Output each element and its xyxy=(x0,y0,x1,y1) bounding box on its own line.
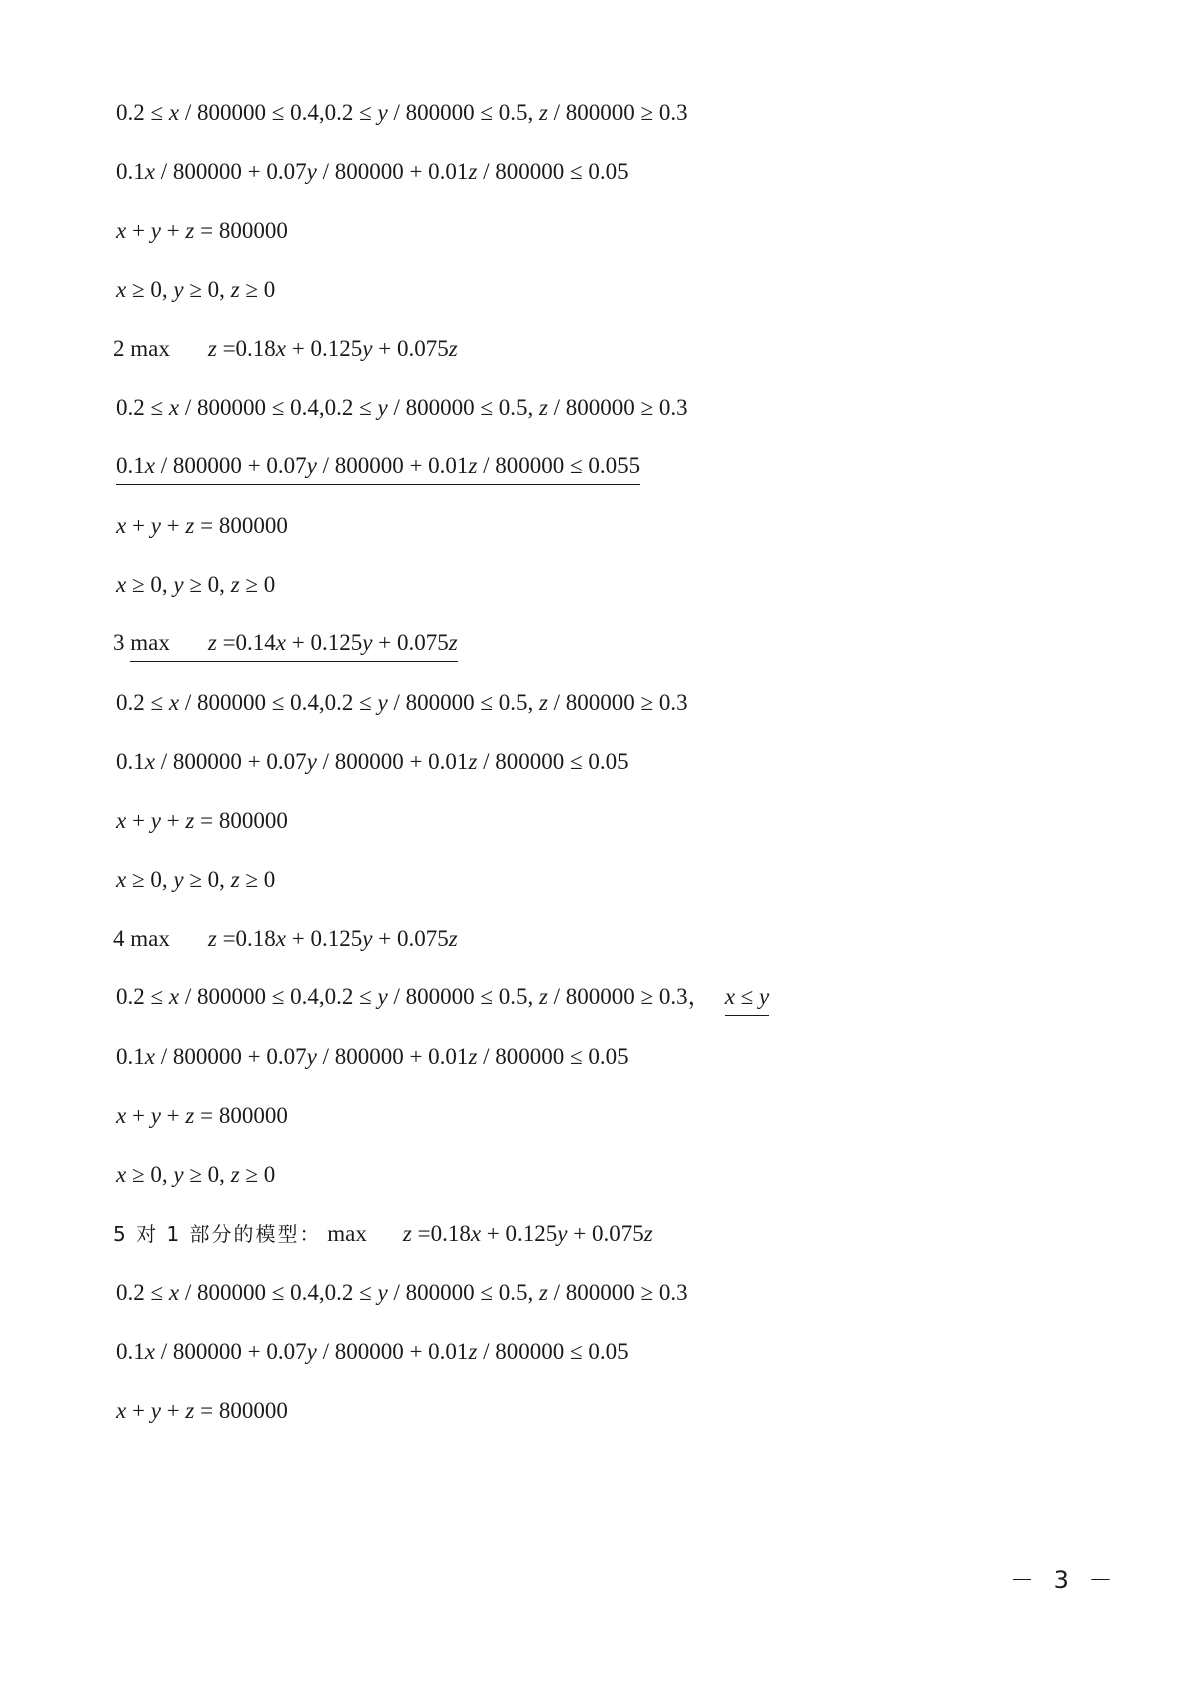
formula-line-bounds-extra: 0.2 ≤ x / 800000 ≤ 0.4,0.2 ≤ y / 800000 ≤ 0.5, z / 800000 ≥ 0.3， x ≤ y xyxy=(116,982,769,1012)
model-2-objective: 2 max z =0.18x + 0.125y + 0.075z xyxy=(113,336,458,361)
formula-line-risk: 0.1x / 800000 + 0.07y / 800000 + 0.01z / 800000 ≤ 0.05 xyxy=(116,1339,629,1364)
formula-line-bounds: 0.2 ≤ x / 800000 ≤ 0.4,0.2 ≤ y / 800000 ≤ 0.5, z / 800000 ≥ 0.3 xyxy=(116,690,688,715)
formula-line-risk: 0.1x / 800000 + 0.07y / 800000 + 0.01z / 800000 ≤ 0.05 xyxy=(116,1044,629,1069)
model-5-objective: 5 对 1 部分的模型： max z =0.18x + 0.125y + 0.075z xyxy=(113,1221,653,1246)
formula-line-sum: x + y + z = 800000 xyxy=(116,513,288,538)
formula-line-nonneg: x ≥ 0, y ≥ 0, z ≥ 0 xyxy=(116,867,276,892)
formula-line-risk-underlined: 0.1x / 800000 + 0.07y / 800000 + 0.01z / 800000 ≤ 0.055 xyxy=(116,451,640,481)
formula-line-bounds: 0.2 ≤ x / 800000 ≤ 0.4,0.2 ≤ y / 800000 ≤ 0.5, z / 800000 ≥ 0.3 xyxy=(116,100,688,125)
model-4-objective: 4 max z =0.18x + 0.125y + 0.075z xyxy=(113,926,458,951)
formula-line-sum: x + y + z = 800000 xyxy=(116,808,288,833)
formula-line-nonneg: x ≥ 0, y ≥ 0, z ≥ 0 xyxy=(116,277,276,302)
formula-line-sum: x + y + z = 800000 xyxy=(116,218,288,243)
page-number: － 3 － xyxy=(1010,1566,1119,1594)
formula-line-bounds: 0.2 ≤ x / 800000 ≤ 0.4,0.2 ≤ y / 800000 ≤ 0.5, z / 800000 ≥ 0.3 xyxy=(116,395,688,420)
formula-line-nonneg: x ≥ 0, y ≥ 0, z ≥ 0 xyxy=(116,1162,276,1187)
formula-line-bounds: 0.2 ≤ x / 800000 ≤ 0.4,0.2 ≤ y / 800000 ≤ 0.5, z / 800000 ≥ 0.3 xyxy=(116,1280,688,1305)
formula-line-risk: 0.1x / 800000 + 0.07y / 800000 + 0.01z / 800000 ≤ 0.05 xyxy=(116,749,629,774)
formula-line-nonneg: x ≥ 0, y ≥ 0, z ≥ 0 xyxy=(116,572,276,597)
formula-line-risk: 0.1x / 800000 + 0.07y / 800000 + 0.01z / 800000 ≤ 0.05 xyxy=(116,159,629,184)
model-3-objective: 3 max z =0.14x + 0.125y + 0.075z xyxy=(113,628,458,658)
formula-line-sum: x + y + z = 800000 xyxy=(116,1103,288,1128)
formula-line-sum: x + y + z = 800000 xyxy=(116,1398,288,1423)
